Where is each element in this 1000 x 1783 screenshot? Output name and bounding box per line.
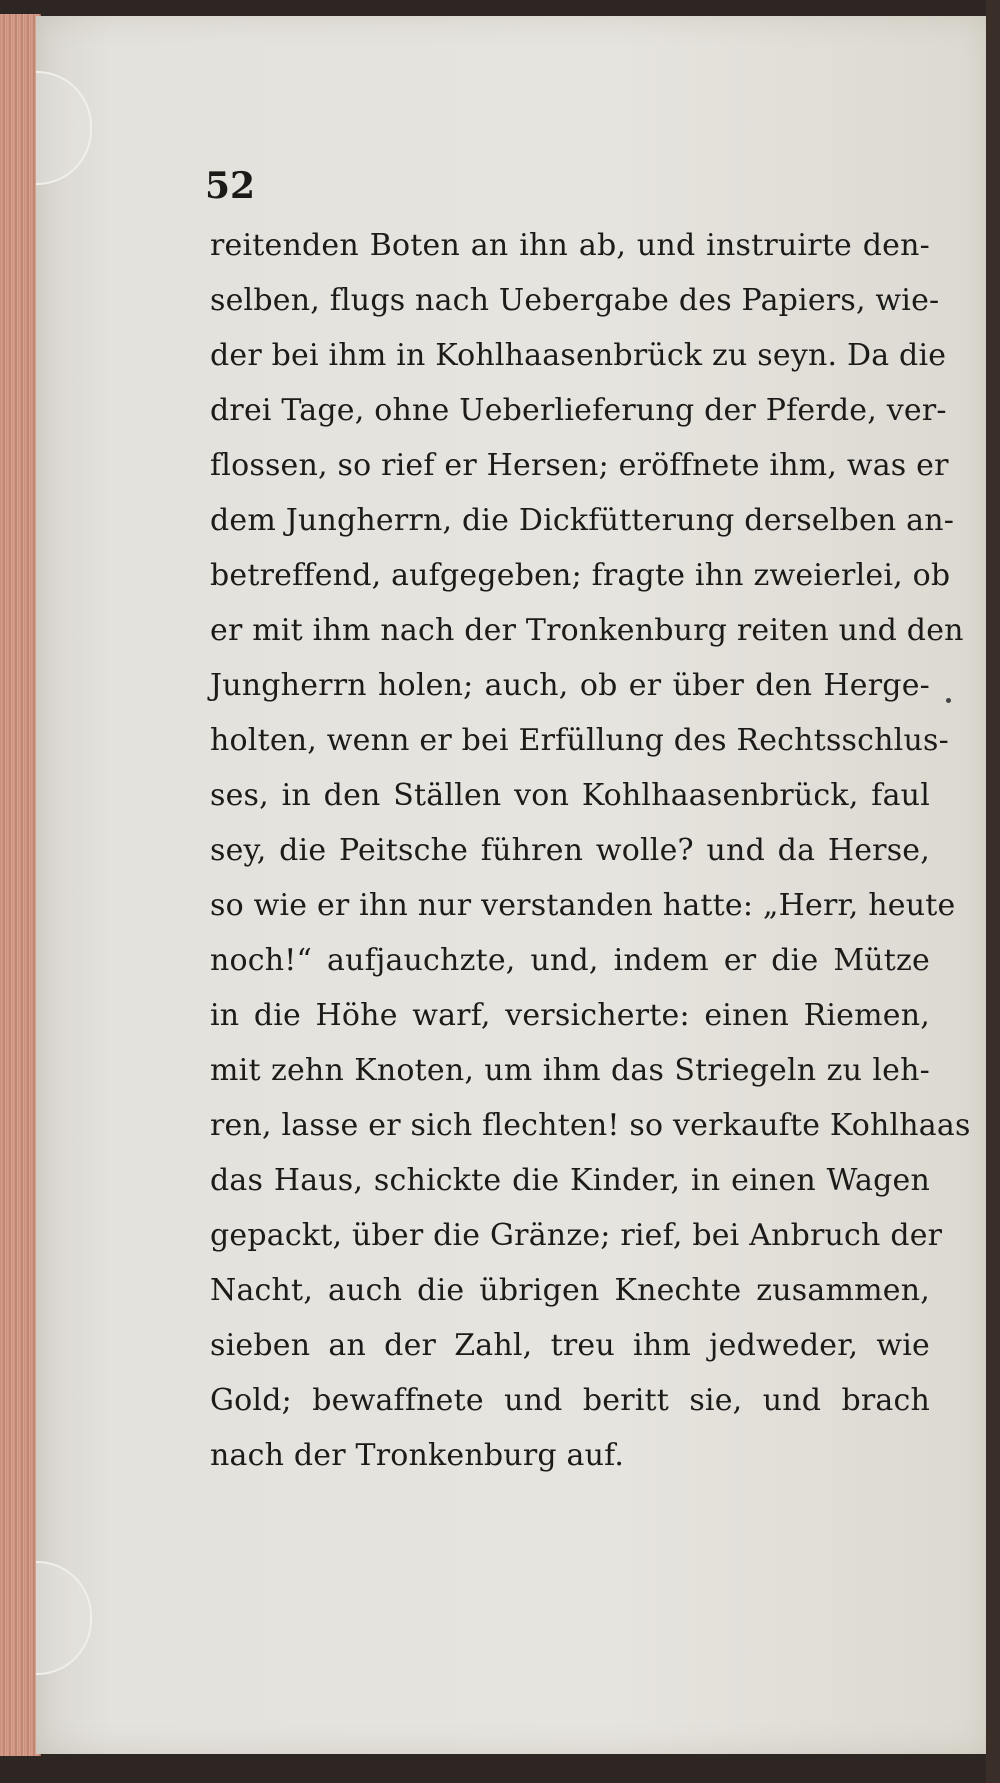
text-line: noch!“ aufjauchzte, und, indem er die Mütze [210, 943, 930, 978]
page-edges [0, 14, 41, 1756]
text-line-last: nach der Tronkenburg auf. [210, 1438, 625, 1473]
binding-edge [986, 0, 1000, 1783]
page-tab-top [36, 71, 92, 185]
text-line: gepackt, über die Gränze; rief, bei Anbruch der [210, 1218, 943, 1253]
text-line: der bei ihm in Kohlhaasenbrück zu seyn. Da die [210, 338, 947, 373]
text-line: ses, in den Ställen von Kohlhaasenbrück, faul [210, 778, 930, 813]
text-line: Nacht, auch die übrigen Knechte zusammen, [210, 1273, 930, 1308]
text-line: sey, die Peitsche führen wolle? und da Herse, [210, 833, 930, 868]
text-line: Gold; bewaffnete und beritt sie, und brach [210, 1383, 930, 1418]
text-line: in die Höhe warf, versicherte: einen Riemen, [210, 998, 930, 1033]
page-number: 52 [205, 165, 256, 207]
text-line: betreffend, aufgegeben; fragte ihn zweierlei, ob [210, 558, 951, 593]
text-line: reitenden Boten an ihn ab, und instruirte den- [210, 228, 930, 263]
text-line: flossen, so rief er Hersen; eröffnete ihm, was er [210, 448, 949, 483]
ink-speck [946, 698, 951, 703]
text-line: holten, wenn er bei Erfüllung des Rechtsschlus- [210, 723, 949, 758]
text-line: dem Jungherrn, die Dickfütterung derselben an- [210, 503, 955, 538]
text-line: mit zehn Knoten, um ihm das Striegeln zu leh- [210, 1053, 930, 1088]
text-line: selben, flugs nach Uebergabe des Papiers, wie- [210, 283, 940, 318]
text-line: Jungherrn holen; auch, ob er über den Herge- [210, 668, 930, 703]
page-tab-bottom [36, 1561, 92, 1675]
text-line: das Haus, schickte die Kinder, in einen Wagen [210, 1163, 930, 1198]
text-line: drei Tage, ohne Ueberlieferung der Pferde, ver- [210, 393, 947, 428]
text-line: so wie er ihn nur verstanden hatte: „Herr, heute [210, 888, 956, 923]
text-line: ren, lasse er sich flechten! so verkaufte Kohlhaas [210, 1108, 971, 1143]
body-text [210, 218, 971, 1483]
text-line: sieben an der Zahl, treu ihm jedweder, wie [210, 1328, 930, 1363]
text-line: er mit ihm nach der Tronkenburg reiten und den [210, 613, 964, 648]
